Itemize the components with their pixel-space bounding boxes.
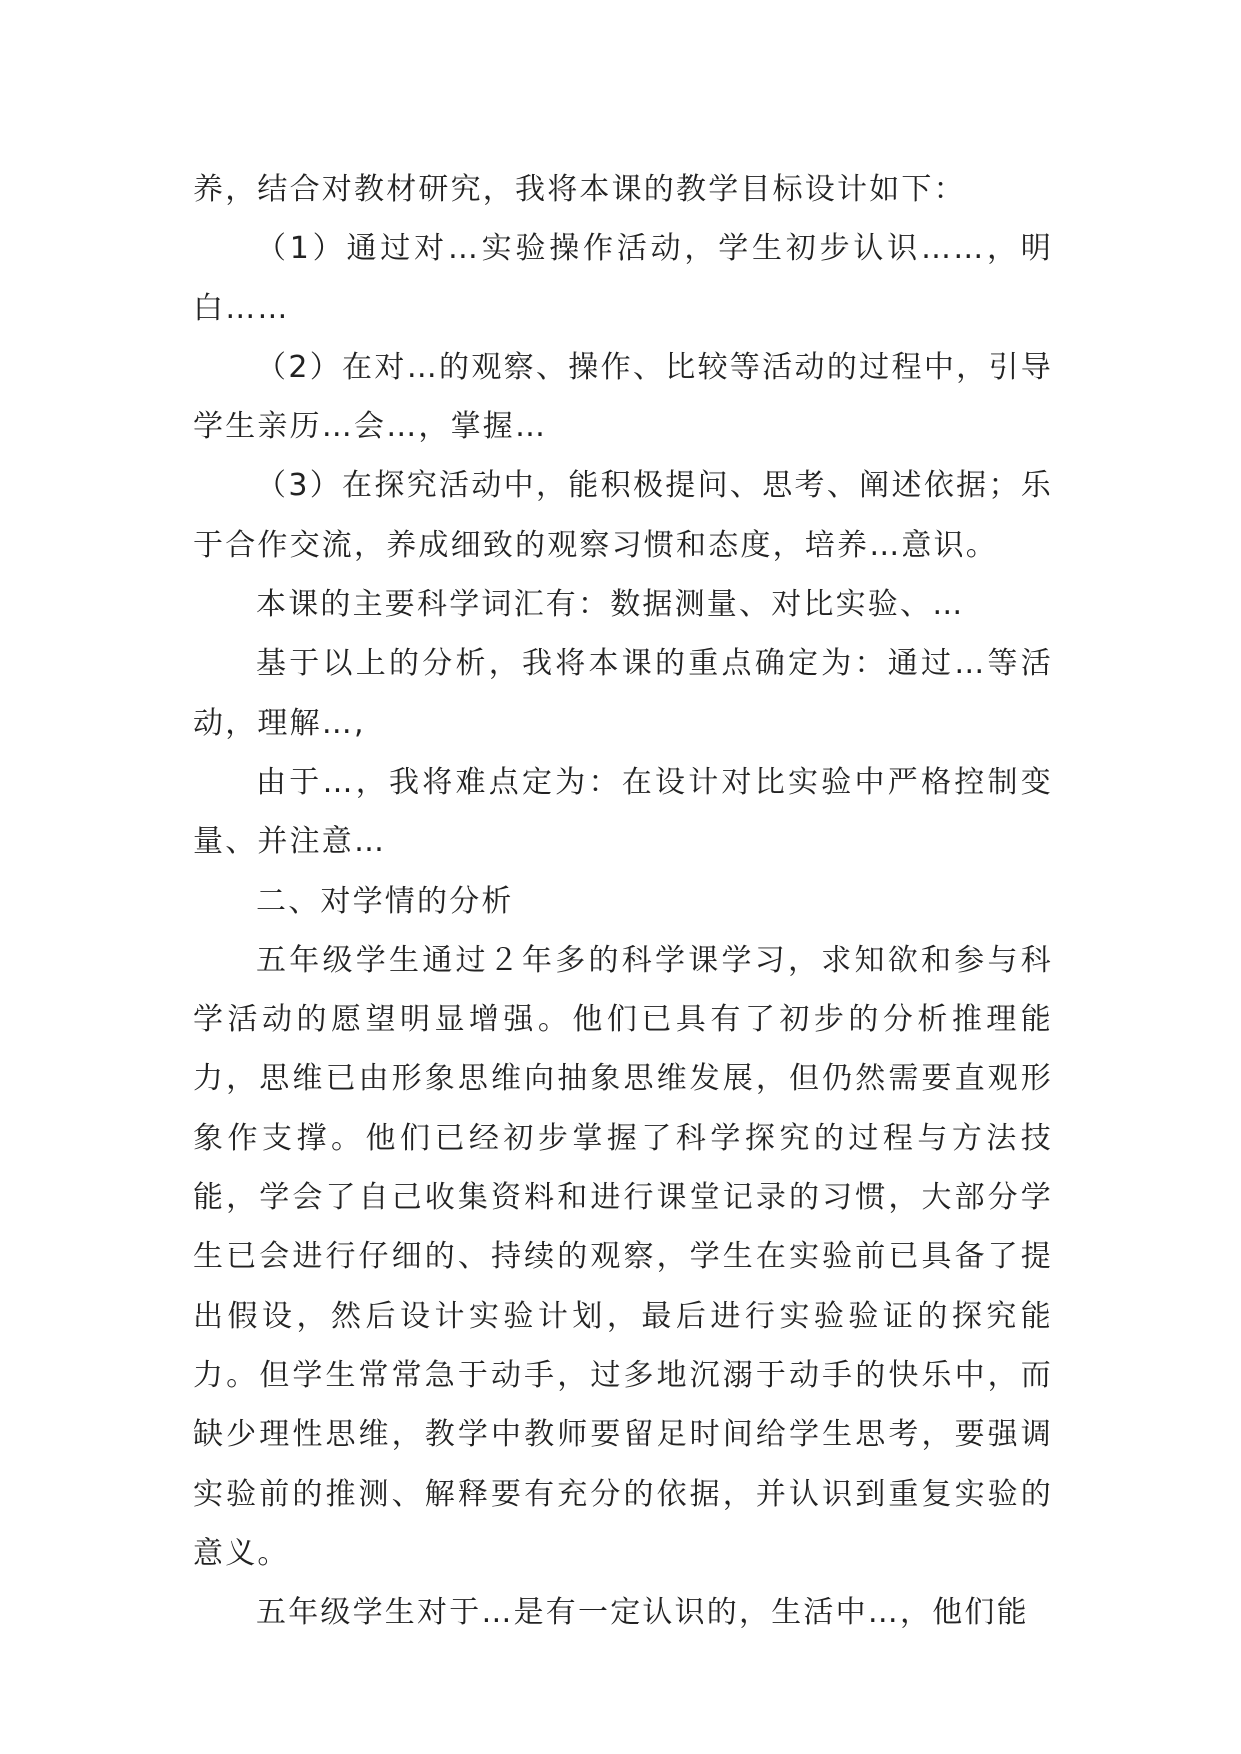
paragraph-student-knowledge: 五年级学生对于…是有一定认识的，生活中…，他们能: [256, 1595, 1029, 1631]
paragraph-goal-3: （3）在探究活动中，能积极提问、思考、阐述依据；乐于合作交流，养成细致的观察习惯和态度，培养…意识。: [193, 468, 1053, 563]
paragraph-student-analysis: 五年级学生通过２年多的科学课学习，求知欲和参与科学活动的愿望明显增强。他们已具有了初步的分析推理能力，思维已由形象思维向抽象思维发展，但仍然需要直观形象作支撑。他们已经初步掌握了科学探究的过程与方法技能，学会了自己收集资料和进行课堂记录的习惯，大部分学生已会进行仔细的、持续的观察，学生在实验前已具备了提出假设，然后设计实验计划，最后进行实验验证的探究能力。但学生常常急于动手，过多地沉溺于动手的快乐中，而缺少理性思维，教学中教师要留足时间给学生思考，要强调实验前的推测、解释要有充分的依据，并认识到重复实验的意义。: [193, 942, 1053, 1571]
paragraph-goal-1: （1）通过对…实验操作活动，学生初步认识……，明白……: [193, 231, 1053, 326]
paragraph-difficulty: 由于…，我将难点定为：在设计对比实验中严格控制变量、并注意…: [193, 764, 1053, 860]
section-heading-student-analysis: 二、对学情的分析: [256, 883, 514, 919]
paragraph-vocabulary: 本课的主要科学词汇有：数据测量、对比实验、…: [256, 587, 965, 623]
paragraph-goal-2: （2）在对…的观察、操作、比较等活动的过程中，引导学生亲历…会…，掌握…: [193, 349, 1053, 445]
document-body: [193, 160, 1053, 1642]
paragraph-teaching-goals-intro: 养，结合对教材研究，我将本课的教学目标设计如下：: [193, 172, 966, 207]
paragraph-key-point: 基于以上的分析，我将本课的重点确定为：通过…等活动，理解…,: [193, 646, 1053, 741]
